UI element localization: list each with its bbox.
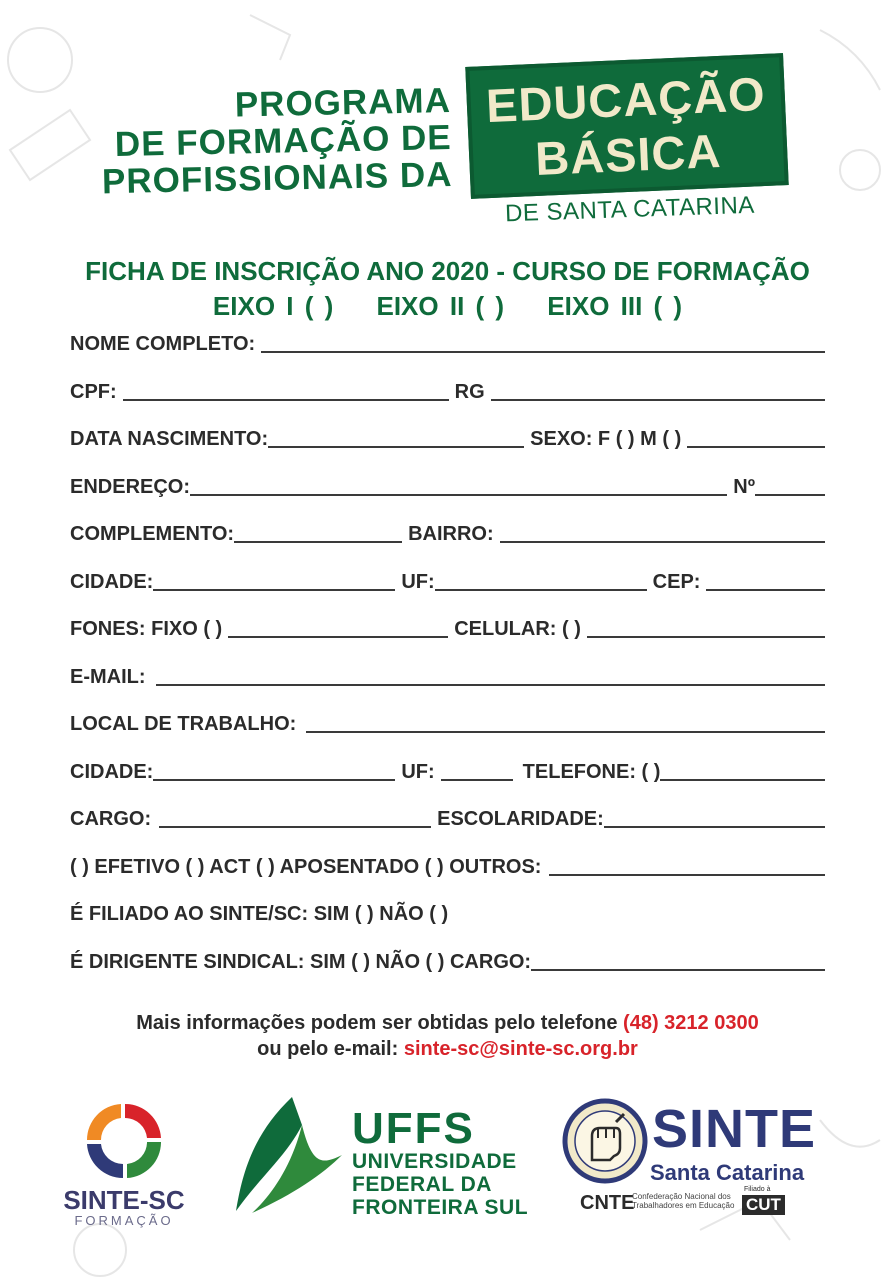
label-endereco: ENDEREÇO: [70, 476, 191, 498]
label-local-trabalho: LOCAL DE TRABALHO: [70, 713, 297, 735]
box-line-2: BÁSICA [534, 123, 723, 186]
info-email[interactable]: sinte-sc@sinte-sc.org.br [403, 1038, 638, 1060]
cut-logo: CUT [742, 1195, 785, 1215]
program-title-line-2: DE FORMAÇÃO DE [114, 117, 452, 165]
eixo-2-option[interactable]: EIXO II ( ) [376, 291, 505, 321]
line-local-trabalho[interactable] [306, 729, 825, 733]
row-nome [70, 328, 825, 358]
eixo-3-option[interactable]: EIXO III ( ) [547, 291, 683, 321]
row-cidade-uf-telefone [70, 756, 825, 786]
uffs-logo-name: UFFS [352, 1104, 475, 1153]
row-filiado [70, 898, 825, 928]
line-email[interactable] [156, 682, 825, 686]
label-cidade: CIDADE: [70, 571, 154, 593]
sintesc-logo-name: SINTE-SC [63, 1185, 185, 1215]
row-dirigente [70, 946, 825, 976]
line-cep[interactable] [706, 587, 825, 591]
label-numero: Nº [733, 476, 755, 498]
row-endereco [70, 471, 825, 501]
label-dirigente[interactable]: É DIRIGENTE SINDICAL: SIM ( ) NÃO ( ) CARGO: [70, 951, 532, 973]
program-title-line-1: PROGRAMA [233, 81, 451, 125]
uffs-line-2: FEDERAL DA [352, 1173, 492, 1196]
line-sexo[interactable] [687, 444, 825, 448]
line-escolaridade[interactable] [604, 824, 825, 828]
line-data-nascimento[interactable] [268, 444, 524, 448]
info-phone: (48) 3212 0300 [623, 1012, 759, 1034]
label-rg: RG [454, 381, 485, 403]
label-uf: UF: [401, 571, 435, 593]
line-endereco[interactable] [190, 492, 727, 496]
sintesc-logo-sub: FORMAÇÃO [74, 1213, 174, 1228]
sintesc-hands-logo-icon [80, 1098, 170, 1186]
label-data-nascimento: DATA NASCIMENTO: [70, 428, 269, 450]
line-numero[interactable] [755, 492, 825, 496]
row-cidade-uf-cep [70, 566, 825, 596]
row-cargo-escolaridade [70, 803, 825, 833]
sinte-logo-state: Santa Catarina [650, 1160, 805, 1185]
label-sexo[interactable]: SEXO: F ( ) M ( ) [530, 428, 682, 450]
cut-label: Filiado à [744, 1186, 771, 1193]
uffs-line-1: UNIVERSIDADE [352, 1150, 517, 1173]
label-email: E-MAIL: [70, 666, 146, 688]
program-title [100, 82, 453, 200]
header [0, 0, 895, 240]
label-fones: FONES: FIXO ( ) [70, 618, 223, 640]
sinte-logo-name: SINTE [652, 1099, 817, 1159]
label-telefone: TELEFONE: ( ) [522, 761, 661, 783]
line-fone-fixo[interactable] [228, 634, 448, 638]
eixo-1-option[interactable]: EIXO I ( ) [212, 291, 334, 321]
label-nome: NOME COMPLETO: [70, 333, 256, 355]
row-email [70, 661, 825, 691]
row-vinculo [70, 851, 825, 881]
header-subtitle: DE SANTA CATARINA [504, 191, 756, 228]
uffs-logo-subtitle [352, 1150, 528, 1219]
row-nascimento-sexo [70, 423, 825, 453]
label-uf-trabalho: UF: [401, 761, 435, 783]
label-filiado[interactable]: É FILIADO AO SINTE/SC: SIM ( ) NÃO ( ) [70, 903, 449, 925]
line-uf-trabalho[interactable] [441, 777, 513, 781]
line-bairro[interactable] [500, 539, 825, 543]
program-title-line-3: PROFISSIONAIS DA [101, 154, 453, 202]
form-title: FICHA DE INSCRIÇÃO ANO 2020 - CURSO DE FORMAÇÃO [85, 256, 810, 286]
label-cargo: CARGO: [70, 808, 152, 830]
label-celular: CELULAR: ( ) [454, 618, 581, 640]
line-cargo-sindical[interactable] [531, 967, 825, 971]
label-cpf: CPF: [70, 381, 117, 403]
line-outros[interactable] [549, 872, 825, 876]
line-cidade[interactable] [153, 587, 395, 591]
line-uf[interactable] [435, 587, 647, 591]
info-line-1: Mais informações podem ser obtidas pelo telefone [136, 1012, 624, 1034]
uffs-line-3: FRONTEIRA SUL [352, 1196, 529, 1219]
line-cidade-trabalho[interactable] [153, 777, 395, 781]
line-telefone[interactable] [660, 777, 825, 781]
line-complemento[interactable] [234, 539, 402, 543]
label-complemento: COMPLEMENTO: [70, 523, 235, 545]
row-fones [70, 613, 825, 643]
row-local-trabalho [70, 708, 825, 738]
row-complemento-bairro [70, 518, 825, 548]
uffs-leaf-logo-icon [232, 1095, 350, 1215]
line-nome[interactable] [261, 349, 825, 353]
eixo-options [0, 289, 895, 323]
label-vinculo[interactable]: ( ) EFETIVO ( ) ACT ( ) APOSENTADO ( ) OUTROS: [70, 856, 542, 878]
line-celular[interactable] [587, 634, 825, 638]
line-cpf[interactable] [123, 397, 449, 401]
cnte-logo-name: CNTE [580, 1192, 635, 1214]
box-line-1: EDUCAÇÃO [485, 66, 767, 133]
info-line-2: ou pelo e-mail: [257, 1038, 404, 1060]
line-cargo[interactable] [159, 824, 431, 828]
sinte-fist-seal-icon [562, 1098, 648, 1184]
label-bairro: BAIRRO: [408, 523, 494, 545]
contact-info [0, 1010, 895, 1062]
cnte-logo-desc: Confederação Nacional dos Trabalhadores em Educação [632, 1192, 735, 1210]
label-escolaridade: ESCOLARIDADE: [437, 808, 604, 830]
row-cpf-rg [70, 376, 825, 406]
educacao-basica-box [465, 53, 788, 199]
label-cidade-trabalho: CIDADE: [70, 761, 154, 783]
line-rg[interactable] [491, 397, 825, 401]
label-cep: CEP: [652, 571, 701, 593]
